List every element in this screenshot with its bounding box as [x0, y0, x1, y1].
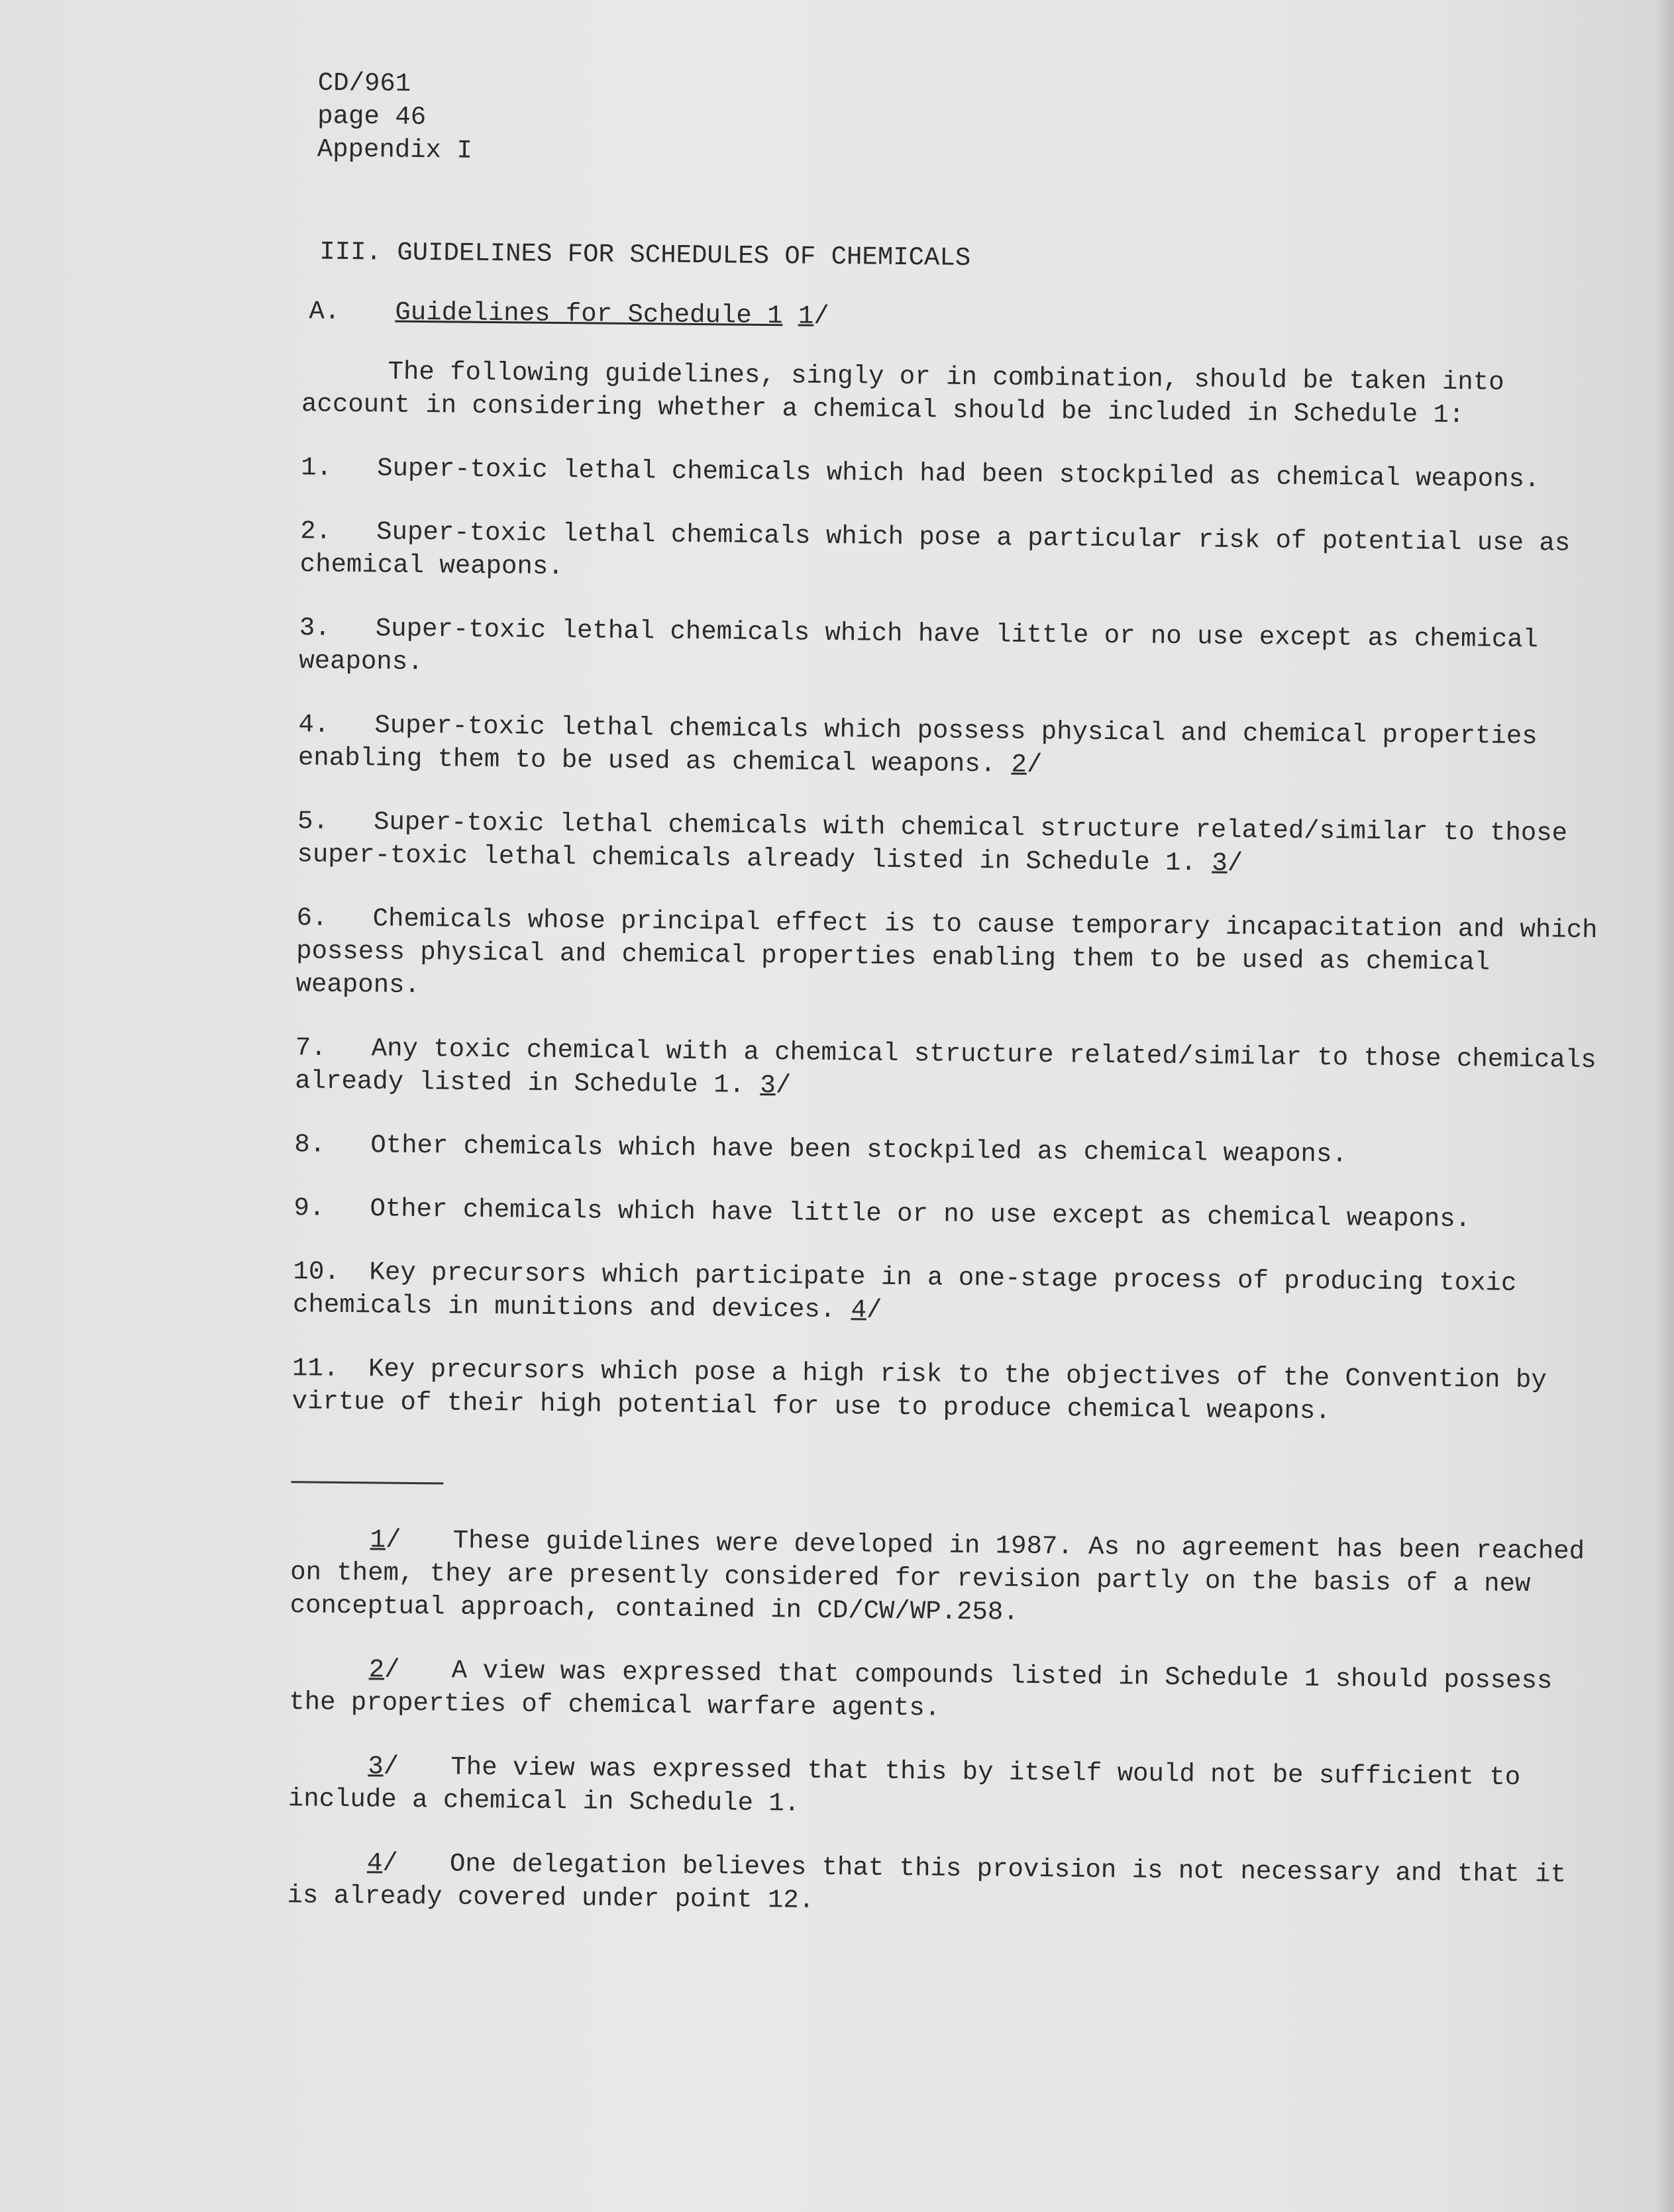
page-number: page 46: [317, 101, 427, 132]
section-title: III. GUIDELINES FOR SCHEDULES OF CHEMICALS: [319, 237, 971, 273]
appendix-label: Appendix I: [317, 134, 473, 166]
item-text: Super-toxic lethal chemicals which had been stockpiled as chemical weapons.: [376, 454, 1540, 495]
footnote-slash: /: [382, 1848, 398, 1878]
item-text: Super-toxic lethal chemicals with chemical structure related/similar to those super-toxic lethal chemicals already listed in Schedule 1.: [297, 807, 1568, 878]
item-text: Chemicals whose principal effect is to cause temporary incapacitation and which possess physical and chemical properties enabling them to be used as chemical weapons.: [295, 904, 1598, 1001]
subsection-label: A.: [309, 297, 340, 327]
item-number: 5.: [297, 807, 329, 836]
footnote-ref-suffix: /: [866, 1295, 882, 1325]
footnote-ref-suffix: /: [1227, 848, 1243, 878]
guideline-item: [294, 1128, 1606, 1174]
item-number: 10.: [293, 1257, 340, 1287]
item-text: Super-toxic lethal chemicals which possess physical and chemical properties enabling them to be used as chemical weapons.: [297, 711, 1538, 779]
guideline-item: [295, 901, 1608, 1013]
footnote-marker: [368, 1750, 450, 1784]
guideline-item: [299, 611, 1611, 690]
guideline-item: [293, 1255, 1605, 1334]
guideline-item: [297, 805, 1609, 883]
footnote-ref: 4: [851, 1295, 867, 1325]
guideline-item: [295, 1031, 1607, 1110]
footnote: [288, 1749, 1600, 1828]
footnote-marker: [369, 1653, 452, 1687]
footnote: [289, 1523, 1602, 1634]
footnote-text: A view was expressed that compounds listed in Schedule 1 should possess the properties of chemical warfare agents.: [289, 1656, 1553, 1723]
footnote-ref: 3: [760, 1070, 776, 1101]
item-number: 7.: [295, 1033, 327, 1063]
footnote-slash: /: [383, 1752, 399, 1782]
guideline-item: [300, 515, 1612, 593]
item-text: Key precursors which participate in a one-stage process of producing toxic chemicals in munitions and devices.: [292, 1258, 1517, 1325]
footnote-text: These guidelines were developed in 1987. As no agreement has been reached on them, they are presently considered for revision partly on the basis of a new conceptual approach, contained in CD/CW/WP.258.: [289, 1526, 1585, 1627]
footnote: [289, 1652, 1601, 1731]
footnotes: [267, 1523, 1602, 1925]
footnote-ref: 2: [1011, 750, 1027, 779]
footnote-number: 1: [370, 1525, 386, 1555]
footnote-ref-suffix: /: [1026, 750, 1043, 780]
item-text: Key precursors which pose a high risk to the objectives of the Convention by virtue of their high potential for use to produce chemical weapons.: [291, 1354, 1547, 1427]
footnote-marker: [370, 1523, 452, 1557]
footnote: [287, 1846, 1599, 1925]
item-number: 4.: [298, 710, 330, 740]
footnote-slash: /: [384, 1655, 400, 1685]
footnote-ref: 1: [798, 301, 814, 331]
footnote-number: 3: [368, 1752, 384, 1782]
item-number: 3.: [299, 613, 331, 643]
intro-paragraph: The following guidelines, singly or in combination, should be taken into account in considering whether a chemical should be included in Schedule 1:: [301, 357, 1504, 430]
footnote-number: 2: [368, 1655, 385, 1685]
subsection-heading: [309, 295, 1614, 340]
footnote-ref: 3: [1212, 848, 1228, 878]
item-text: Other chemicals which have been stockpiled as chemical weapons.: [370, 1131, 1347, 1170]
footnote-text: One delegation believes that this provision is not necessary and that it is already covered under point 12.: [287, 1849, 1567, 1915]
footnote-marker: [367, 1846, 450, 1880]
page-edge-shadow: [1654, 0, 1674, 2212]
guideline-item: [291, 1352, 1604, 1431]
footnote-slash: /: [385, 1525, 401, 1555]
footnote-ref-suffix: /: [813, 301, 829, 331]
doc-id: CD/961: [317, 68, 411, 99]
item-number: 9.: [293, 1193, 325, 1223]
footnote-text: The view was expressed that this by itself would not be sufficient to include a chemical in Schedule 1.: [288, 1752, 1521, 1819]
document-body: [267, 66, 1616, 1925]
item-text: Super-toxic lethal chemicals which have little or no use except as chemical weapons.: [299, 614, 1539, 678]
item-text: Other chemicals which have little or no use except as chemical weapons.: [370, 1194, 1471, 1234]
guideline-item: [298, 708, 1610, 787]
item-number: 6.: [296, 903, 328, 933]
item-text: Any toxic chemical with a chemical structure related/similar to those chemicals already listed in Schedule 1.: [295, 1034, 1596, 1100]
footnote-number: 4: [366, 1848, 383, 1878]
item-text: Super-toxic lethal chemicals which pose a particular risk of potential use as chemical weapons.: [299, 517, 1571, 582]
guideline-list: [272, 451, 1612, 1431]
subsection-title: Guidelines for Schedule 1: [395, 297, 783, 331]
item-number: 8.: [294, 1130, 326, 1160]
footnote-divider: [291, 1481, 443, 1484]
guideline-item: [293, 1191, 1605, 1237]
item-number: 1.: [300, 453, 333, 483]
item-number: 11.: [291, 1354, 339, 1383]
guideline-item: [301, 451, 1612, 497]
footnote-ref-suffix: /: [775, 1071, 792, 1101]
document-header: [317, 66, 1616, 178]
item-number: 2.: [300, 517, 332, 546]
